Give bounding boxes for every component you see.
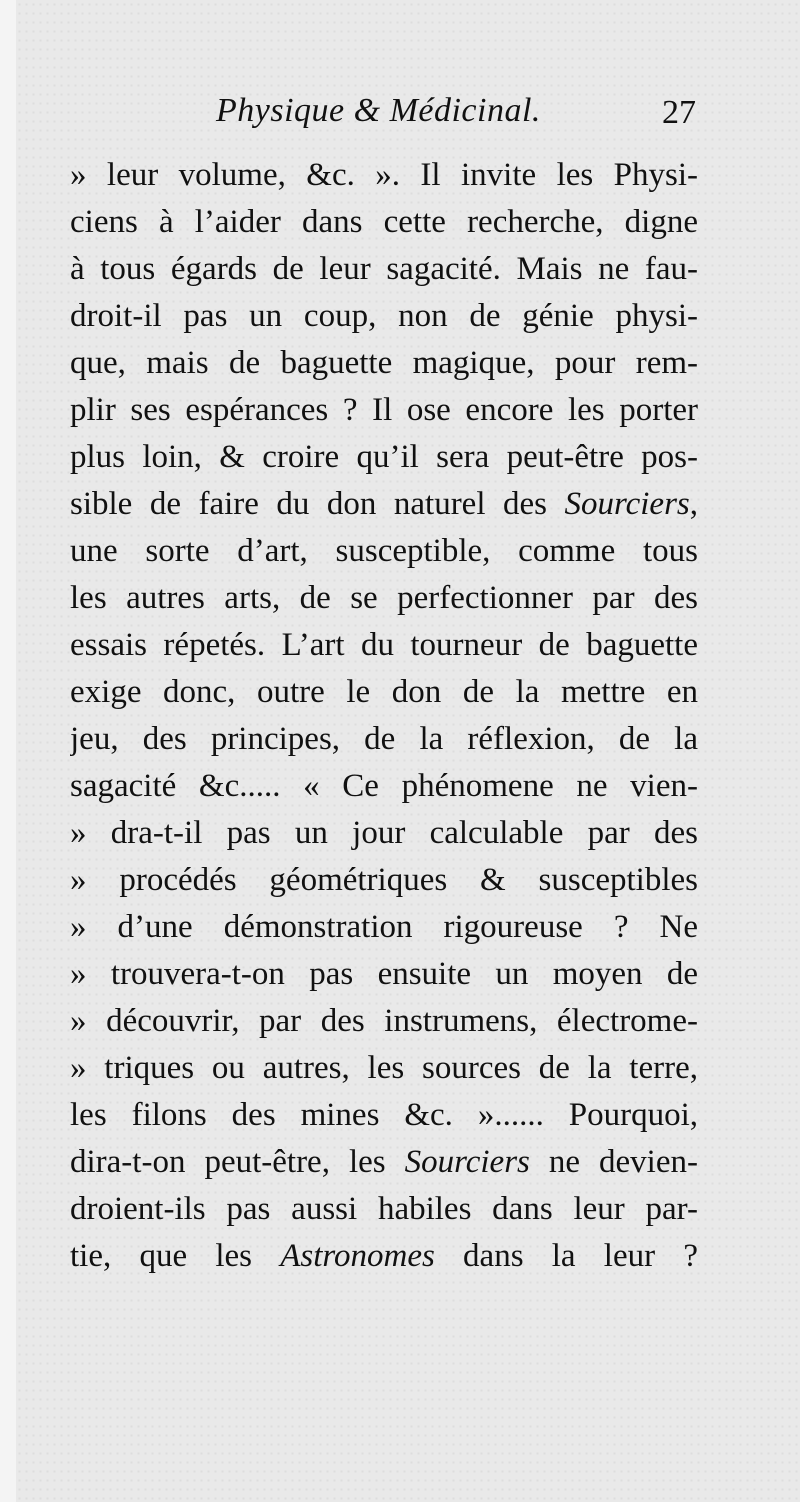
text-line [70,716,698,763]
text-line [70,340,698,387]
line-text: exige donc, outre le don de la mettre en [70,674,698,710]
text-line [70,1139,698,1186]
line-text: » trouvera-t-on pas ensuite un moyen de [70,956,698,992]
text-line [70,1092,698,1139]
line-text: » triques ou autres, les sources de la terre, [70,1050,698,1086]
text-line [70,810,698,857]
book-page [16,0,800,1502]
text-line [70,622,698,669]
line-text: les filons des mines &c. »...... Pourquoi, [70,1097,698,1133]
text-line [70,857,698,904]
italic-word: Sourciers [404,1144,530,1180]
text-line [70,152,698,199]
line-text: plus loin, & croire qu’il sera peut-être pos- [70,439,698,475]
text-line [70,434,698,481]
line-text-after: ne devien- [529,1144,698,1180]
body-text [70,152,698,1280]
line-text: plir ses espérances ? Il ose encore les porter [70,392,698,428]
text-line [70,1045,698,1092]
running-title: Physique & Médicinal. [216,92,541,129]
italic-word: Sourciers [564,486,690,522]
text-line [70,387,698,434]
line-text: sagacité &c..... « Ce phénomene ne vien- [70,768,698,804]
line-text: essais répetés. L’art du tourneur de baguette [70,627,698,663]
text-line [70,669,698,716]
line-text-after: , [689,486,698,522]
line-text: » dra-t-il pas un jour calculable par des [70,815,698,851]
page-number: 27 [662,94,696,131]
line-text: jeu, des principes, de la réflexion, de la [70,721,698,757]
line-text: une sorte d’art, susceptible, comme tous [70,533,698,569]
line-text: à tous égards de leur sagacité. Mais ne fau- [70,251,698,287]
line-text: dira-t-on peut-être, les [70,1144,405,1180]
line-text: que, mais de baguette magique, pour rem- [70,345,698,381]
scan-margin [0,0,16,1502]
text-line [70,998,698,1045]
line-text: » procédés géométriques & susceptibles [70,862,698,898]
line-text: » leur volume, &c. ». Il invite les Physi- [70,157,698,193]
text-line [70,575,698,622]
text-line [70,904,698,951]
text-line [70,1233,698,1280]
text-line [70,763,698,810]
line-text: ciens à l’aider dans cette recherche, digne [70,204,698,240]
line-text: tie, que les [70,1238,281,1274]
line-text: les autres arts, de se perfectionner par des [70,580,698,616]
text-line [70,199,698,246]
text-line [70,481,698,528]
line-text: » découvrir, par des instrumens, électrome- [70,1003,698,1039]
text-line [70,528,698,575]
italic-word: Astronomes [280,1238,435,1274]
text-line [70,246,698,293]
line-text: » d’une démonstration rigoureuse ? Ne [70,909,698,945]
line-text: sible de faire du don naturel des [70,486,565,522]
text-line [70,951,698,998]
text-line [70,293,698,340]
line-text: droient-ils pas aussi habiles dans leur par- [70,1191,698,1227]
running-header [216,92,696,138]
line-text-after: dans la leur ? [434,1238,698,1274]
line-text: droit-il pas un coup, non de génie physi- [70,298,698,334]
text-line [70,1186,698,1233]
